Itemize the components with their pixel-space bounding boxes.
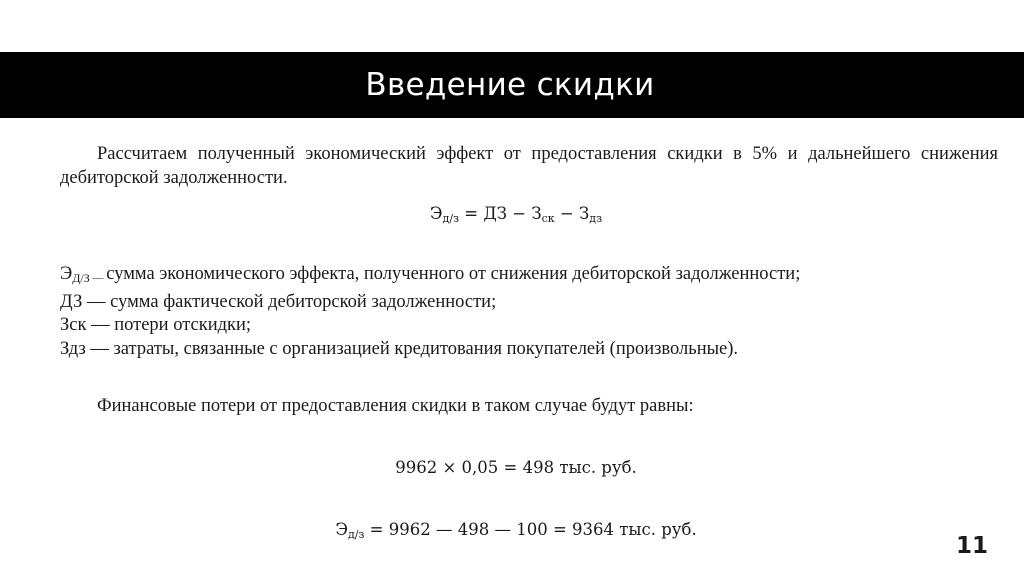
definition-effect-dash: — (89, 272, 107, 284)
formula-result (4, 520, 1024, 541)
formula1-lhs: Э (429, 204, 443, 223)
page-number: 11 (955, 533, 988, 559)
definition-effect-text: сумма экономического эффекта, полученного от снижения дебиторской задолженности; (106, 264, 801, 284)
definition-effect-symbol: Э (60, 264, 73, 284)
formula3-lhs-sub: д/з (347, 528, 365, 541)
definition-receivables: ДЗ — сумма фактической дебиторской задолженности; (60, 291, 497, 312)
formula1-sub1: ск (541, 212, 555, 225)
formula3-lhs: Э (335, 520, 348, 539)
definition-effect-sub: Д/З (72, 271, 90, 285)
title-bar (0, 52, 1024, 118)
formula3-rhs: = 9962 — 498 — 100 = 9364 тыс. руб. (364, 520, 697, 539)
definition-effect (60, 263, 980, 291)
formula1-sub2: дз (589, 212, 603, 225)
formula1-eq: = ДЗ − З (459, 204, 542, 223)
definitions-list (60, 263, 980, 361)
definition-discount-loss: Зск — потери отскидки; (60, 315, 252, 336)
intro-paragraph: Рассчитаем полученный экономический эффект от предоставления скидки в 5% и дальнейшего снижения дебиторской задолженности. (60, 144, 998, 188)
formula1-minus: − З (554, 204, 590, 223)
financial-losses-paragraph: Финансовые потери от предоставления скидки в таком случае будут равны: (97, 396, 694, 416)
formula-losses: 9962 × 0,05 = 498 тыс. руб. (395, 458, 637, 477)
formula1-lhs-sub: д/з (442, 212, 460, 225)
formula-economic-effect (4, 204, 1024, 225)
definition-credit-costs: Здз — затраты, связанные с организацией кредитования покупателей (произвольные). (60, 338, 739, 359)
slide-title: Введение скидки (365, 67, 655, 103)
